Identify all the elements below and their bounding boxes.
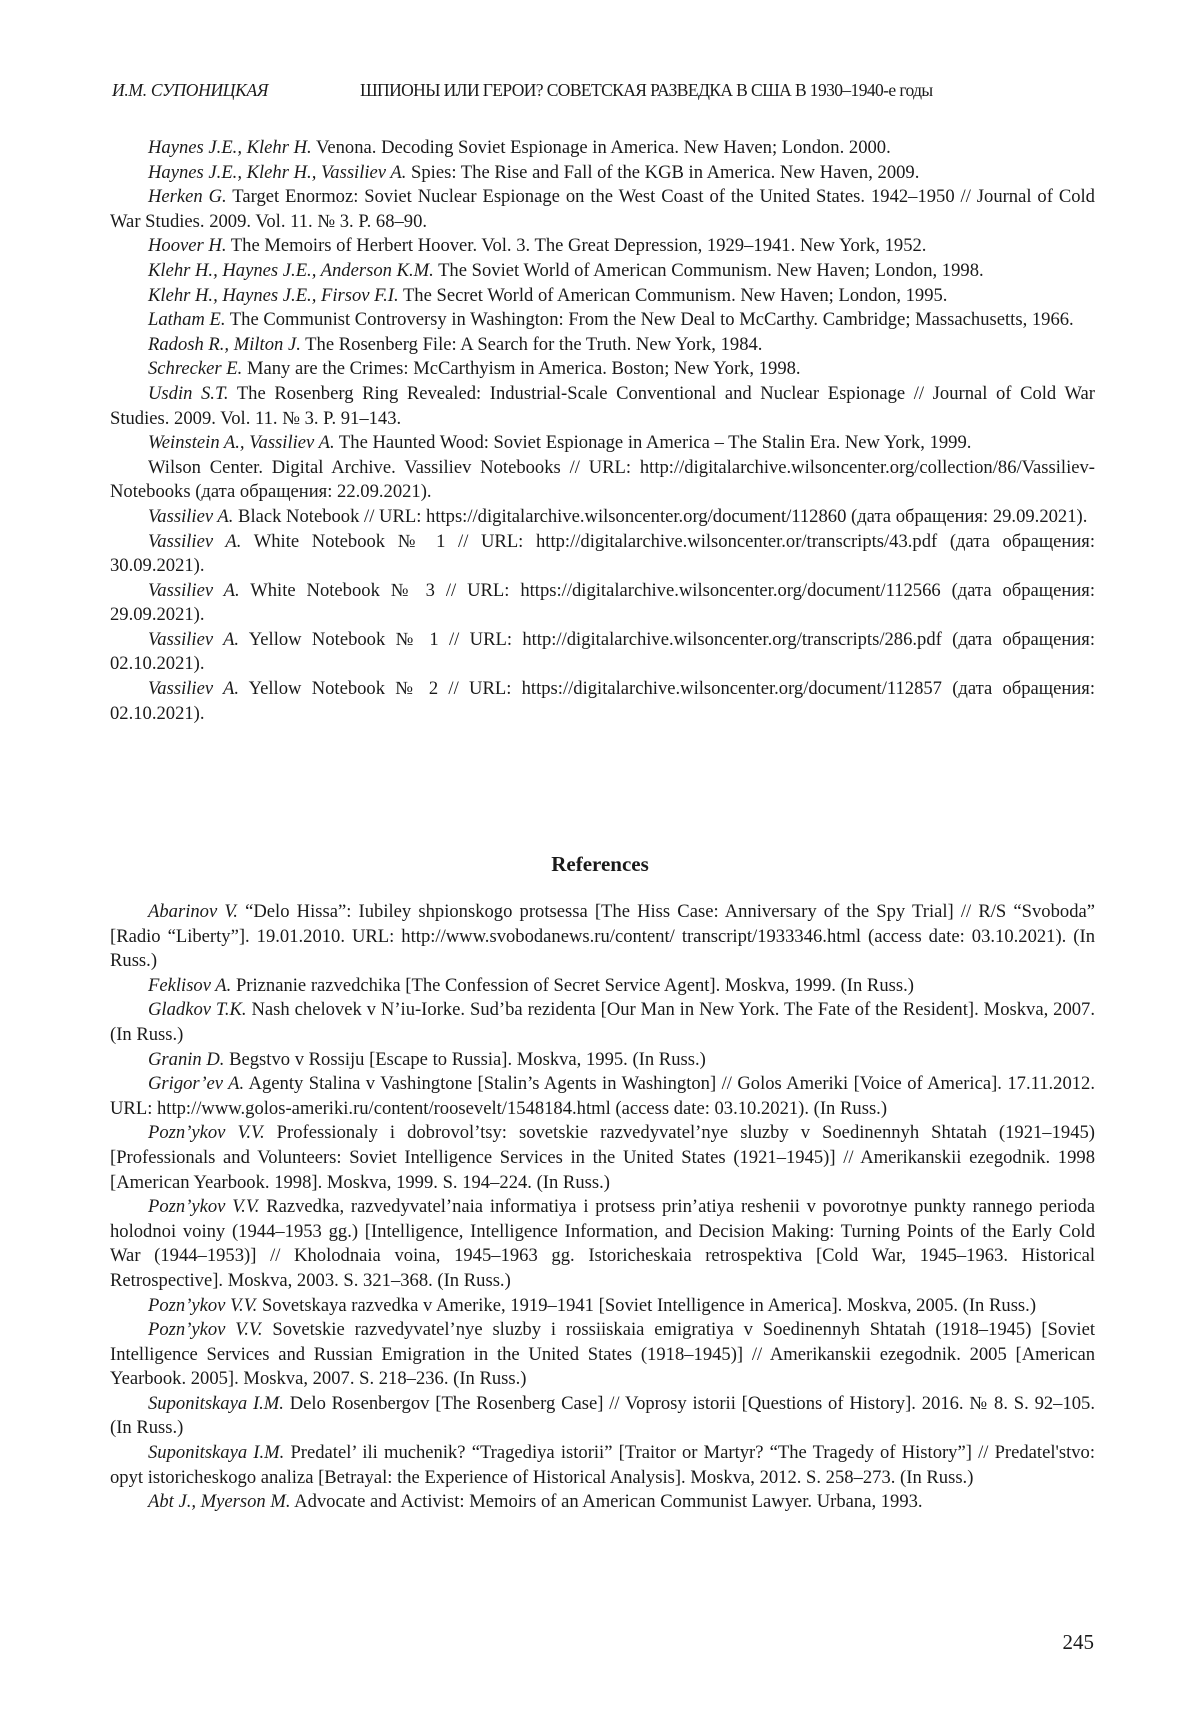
entry-author: Klehr H., Haynes J.E., Firsov F.I. <box>148 285 399 306</box>
entry-text: Nash chelovek v N’iu-Iorke. Sud’ba rezidenta [Our Man in New York. The Fate of the Resident]. Moskva, 2007. (In Russ.) <box>110 999 1095 1045</box>
page-number: 245 <box>1063 1630 1095 1655</box>
entry-author: Feklisov A. <box>148 975 231 996</box>
entry-text: Professionaly i dobrovol’tsy: sovetskie razvedyvatel’nye sluzby v Soedinennyh Shtatah (1921–1945) [Professionals and Volunteers: Soviet Intelligence Services in the United States (1921–1945)] // Amerikanskii ezegodnik. 1998 [American Yearbook. 1998]. Moskva, 1999. S. 194–224. (In Russ.) <box>110 1122 1095 1192</box>
entry-text: Razvedka, razvedyvatel’naia informatiya i protsess prin’atiya reshenii v povorotnye punkty rannego perioda holodnoi voiny (1944–1953 gg.) [Intelligence, Intelligence Information, and Decision Making: Turning Points of the Early Cold War (1944–1953)] // Kholodnaia voina, 1945–1963 gg. Istoricheskaia retrospektiva [Cold War, 1945–1963. Historical Retrospective]. Moskva, 2003. S. 321–368. (In Russ.) <box>110 1196 1095 1291</box>
bibliography-entry <box>110 1490 1095 1515</box>
entry-text: The Memoirs of Herbert Hoover. Vol. 3. The Great Depression, 1929–1941. New York, 1952. <box>227 235 927 256</box>
entry-text: The Rosenberg Ring Revealed: Industrial-Scale Conventional and Nuclear Espionage // Journal of Cold War Studies. 2009. Vol. 11. № 3. P. 91–143. <box>110 383 1095 429</box>
entry-author: Granin D. <box>148 1049 224 1070</box>
entry-text: Black Notebook // URL: https://digitalarchive.wilsoncenter.org/document/112860 (дата обращения: 29.09.2021). <box>233 506 1087 527</box>
bibliography-entry <box>110 505 1095 530</box>
bibliography-entry <box>110 677 1095 726</box>
entry-text: Advocate and Activist: Memoirs of an American Communist Lawyer. Urbana, 1993. <box>291 1491 923 1512</box>
entry-text: Spies: The Rise and Fall of the KGB in America. New Haven, 2009. <box>406 162 919 183</box>
entry-text: Sovetskaya razvedka v Amerike, 1919–1941 [Soviet Intelligence in America]. Moskva, 2005. (In Russ.) <box>257 1295 1036 1316</box>
entry-text: The Soviet World of American Communism. New Haven; London, 1998. <box>434 260 984 281</box>
entry-author: Vassiliev A. <box>148 580 240 601</box>
references-heading: References <box>0 852 1200 877</box>
entry-author: Gladkov T.K. <box>148 999 247 1020</box>
bibliography-entry <box>110 357 1095 382</box>
entry-author: Vassiliev A. <box>148 506 233 527</box>
bibliography-entry <box>110 1121 1095 1195</box>
bibliography-entry <box>110 1072 1095 1121</box>
bibliography-entry <box>110 900 1095 974</box>
header-author: И.М. СУПОНИЦКАЯ <box>112 80 268 101</box>
entry-text: Target Enormoz: Soviet Nuclear Espionage on the West Coast of the United States. 1942–1950 // Journal of Cold War Studies. 2009. Vol. 11. № 3. P. 68–90. <box>110 186 1095 232</box>
entry-author: Vassiliev A. <box>148 678 239 699</box>
entry-author: Hoover H. <box>148 235 227 256</box>
entry-text: Delo Rosenbergov [The Rosenberg Case] // Voprosy istorii [Questions of History]. 2016. № 8. S. 92–105. (In Russ.) <box>110 1393 1095 1439</box>
entry-author: Suponitskaya I.M. <box>148 1442 284 1463</box>
references-list <box>110 900 1095 1515</box>
entry-text: The Rosenberg File: A Search for the Truth. New York, 1984. <box>301 334 763 355</box>
bibliography-entry <box>110 431 1095 456</box>
entry-author: Suponitskaya I.M. <box>148 1393 284 1414</box>
entry-author: Abt J., Myerson M. <box>148 1491 291 1512</box>
entry-author: Usdin S.T. <box>148 383 229 404</box>
bibliography-entry <box>110 308 1095 333</box>
bibliography-entry <box>110 1048 1095 1073</box>
entry-author: Schrecker E. <box>148 358 242 379</box>
bibliography-entry <box>110 1441 1095 1490</box>
entry-author: Haynes J.E., Klehr H. <box>148 137 312 158</box>
entry-text: The Secret World of American Communism. New Haven; London, 1995. <box>399 285 948 306</box>
running-header <box>112 80 1097 110</box>
bibliography-entry <box>110 628 1095 677</box>
bibliography-entry <box>110 259 1095 284</box>
entry-text: Priznanie razvedchika [The Confession of Secret Service Agent]. Moskva, 1999. (In Russ.) <box>231 975 914 996</box>
entry-author: Weinstein A., Vassiliev A. <box>148 432 335 453</box>
entry-author: Pozn’ykov V.V. <box>148 1122 265 1143</box>
entry-author: Abarinov V. <box>148 901 238 922</box>
entry-text: The Haunted Wood: Soviet Espionage in America – The Stalin Era. New York, 1999. <box>335 432 972 453</box>
entry-text: Yellow Notebook № 1 // URL: http://digitalarchive.wilsoncenter.org/transcripts/286.pdf (дата обращения: 02.10.2021). <box>110 629 1095 675</box>
header-title: ШПИОНЫ ИЛИ ГЕРОИ? СОВЕТСКАЯ РАЗВЕДКА В США В 1930–1940-е годы <box>360 80 933 101</box>
entry-text: Agenty Stalina v Vashingtone [Stalin’s Agents in Washington] // Golos Ameriki [Voice of America]. 17.11.2012. URL: http://www.golos-ameriki.ru/content/roosevelt/1548184.html (access date: 03.10.2021). (In Russ.) <box>110 1073 1095 1119</box>
entry-text: The Communist Controversy in Washington: From the New Deal to McCarthy. Cambridge; Massachusetts, 1966. <box>225 309 1073 330</box>
bibliography-entry <box>110 234 1095 259</box>
bibliography-entry <box>110 456 1095 505</box>
entry-author: Haynes J.E., Klehr H., Vassiliev A. <box>148 162 406 183</box>
bibliography-entry <box>110 998 1095 1047</box>
bibliography-entry <box>110 284 1095 309</box>
bibliography-entry <box>110 333 1095 358</box>
entry-author: Vassiliev A. <box>148 629 239 650</box>
entry-author: Pozn’ykov V.V. <box>148 1295 257 1316</box>
bibliography-entry <box>110 185 1095 234</box>
entry-text: White Notebook № 3 // URL: https://digitalarchive.wilsoncenter.org/document/112566 (дата обращения: 29.09.2021). <box>110 580 1095 626</box>
entry-author: Herken G. <box>148 186 227 207</box>
entry-text: Yellow Notebook № 2 // URL: https://digitalarchive.wilsoncenter.org/document/112857 (дата обращения: 02.10.2021). <box>110 678 1095 724</box>
entry-text: White Notebook № 1 // URL: http://digitalarchive.wilsoncenter.or/transcripts/43.pdf (дата обращения: 30.09.2021). <box>110 531 1095 577</box>
entry-text: Sovetskie razvedyvatel’nye sluzby i rossiiskaia emigratiya v Soedinennyh Shtatah (1918–1945) [Soviet Intelligence Services and Russian Emigration in the United States (1918–1945)] // Amerikanskii ezegodnik. 2005 [American Yearbook. 2005]. Moskva, 2007. S. 218–236. (In Russ.) <box>110 1319 1095 1389</box>
entry-text: Wilson Center. Digital Archive. Vassiliev Notebooks // URL: http://digitalarchive.wilsoncenter.org/collection/86/Vassiliev-Notebooks (дата обращения: 22.09.2021). <box>110 457 1095 503</box>
entry-text: “Delo Hissa”: Iubiley shpionskogo protsessa [The Hiss Case: Anniversary of the Spy Trial] // R/S “Svoboda” [Radio “Liberty”]. 19.01.2010. URL: http://www.svobodanews.ru/content/ transcript/1933346.html (access date: 03.10.2021). (In Russ.) <box>110 901 1095 971</box>
entry-author: Pozn’ykov V.V. <box>148 1196 259 1217</box>
entry-text: Begstvo v Rossiju [Escape to Russia]. Moskva, 1995. (In Russ.) <box>224 1049 705 1070</box>
bibliography-entry <box>110 161 1095 186</box>
entry-text: Venona. Decoding Soviet Espionage in America. New Haven; London. 2000. <box>312 137 891 158</box>
bibliography-entry <box>110 1392 1095 1441</box>
entry-author: Latham E. <box>148 309 225 330</box>
bibliography-entry <box>110 1318 1095 1392</box>
entry-author: Vassiliev A. <box>148 531 241 552</box>
entry-author: Grigor’ev A. <box>148 1073 244 1094</box>
bibliography-entry <box>110 382 1095 431</box>
entry-author: Pozn’ykov V.V. <box>148 1319 263 1340</box>
bibliography-entry <box>110 136 1095 161</box>
bibliography-entry <box>110 1294 1095 1319</box>
bibliography-list <box>110 136 1095 726</box>
bibliography-entry <box>110 1195 1095 1293</box>
entry-text: Predatel’ ili muchenik? “Tragediya istorii” [Traitor or Martyr? “The Tragedy of History”] // Predatel'stvo: opyt istoricheskogo analiza [Betrayal: the Experience of Historical Analysis]. Moskva, 2012. S. 258–273. (In Russ.) <box>110 1442 1095 1488</box>
bibliography-entry <box>110 579 1095 628</box>
bibliography-entry <box>110 530 1095 579</box>
entry-author: Radosh R., Milton J. <box>148 334 301 355</box>
entry-author: Klehr H., Haynes J.E., Anderson K.M. <box>148 260 434 281</box>
entry-text: Many are the Crimes: McCarthyism in America. Boston; New York, 1998. <box>242 358 800 379</box>
bibliography-entry <box>110 974 1095 999</box>
